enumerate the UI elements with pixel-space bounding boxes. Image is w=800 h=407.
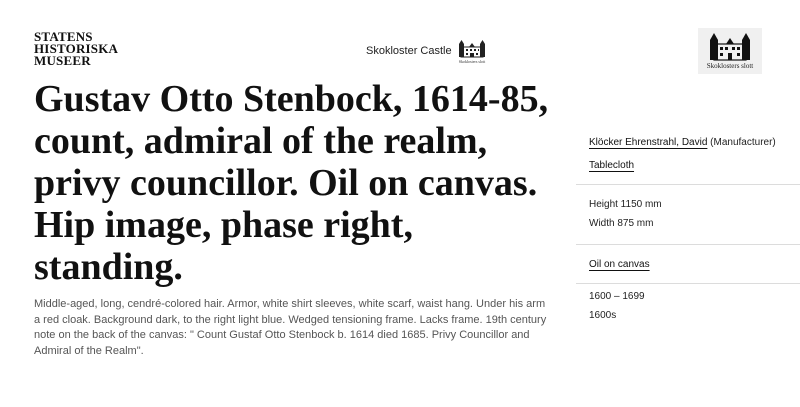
maker-link[interactable]: Klöcker Ehrenstrahl, David bbox=[589, 137, 708, 148]
divider bbox=[576, 184, 800, 185]
logo-line-3: MUSEER bbox=[34, 53, 91, 68]
object-details-sidebar bbox=[576, 0, 800, 407]
category-row bbox=[589, 160, 634, 171]
divider bbox=[576, 244, 800, 245]
object-description: Middle-aged, long, cendré-colored hair. Armor, white shirt sleeves, white scarf, waist hang. Under his arm a red cloak. Background dark, to the right light blue. Wedged tensioning frame. Lacks frame. 19th century note on the back of the canvas: " Count Gustaf Otto Stenbock b. 1614 died 1685. Privy Councillor and Admiral of the Realm". bbox=[34, 298, 547, 357]
castle-small-caption: Skoklosters slott bbox=[458, 59, 486, 64]
century: 1600s bbox=[589, 310, 617, 321]
castle-icon bbox=[457, 40, 487, 58]
castle-large-caption: Skoklosters slott bbox=[706, 62, 754, 70]
divider bbox=[576, 283, 800, 284]
material-row bbox=[589, 259, 650, 270]
height-measure: Height 1150 mm bbox=[589, 199, 662, 210]
width-measure: Width 875 mm bbox=[589, 218, 654, 229]
museum-name-link[interactable]: Skokloster Castle bbox=[366, 45, 452, 57]
maker-row bbox=[589, 137, 776, 148]
object-title: Gustav Otto Stenbock, 1614-85, count, admiral of the realm, privy councillor. Oil on canvas. Hip image, phase right, standing. bbox=[34, 78, 549, 288]
logo-line-2: HISTORISKA bbox=[34, 41, 119, 56]
castle-logo-small[interactable] bbox=[457, 40, 487, 66]
maker-role: (Manufacturer) bbox=[707, 137, 776, 148]
category-link[interactable]: Tablecloth bbox=[589, 160, 635, 171]
site-logo[interactable] bbox=[34, 31, 118, 67]
date-range: 1600 – 1699 bbox=[589, 291, 645, 302]
logo-line-1: STATENS bbox=[34, 29, 93, 44]
material-link[interactable]: Oil on canvas bbox=[589, 259, 650, 270]
